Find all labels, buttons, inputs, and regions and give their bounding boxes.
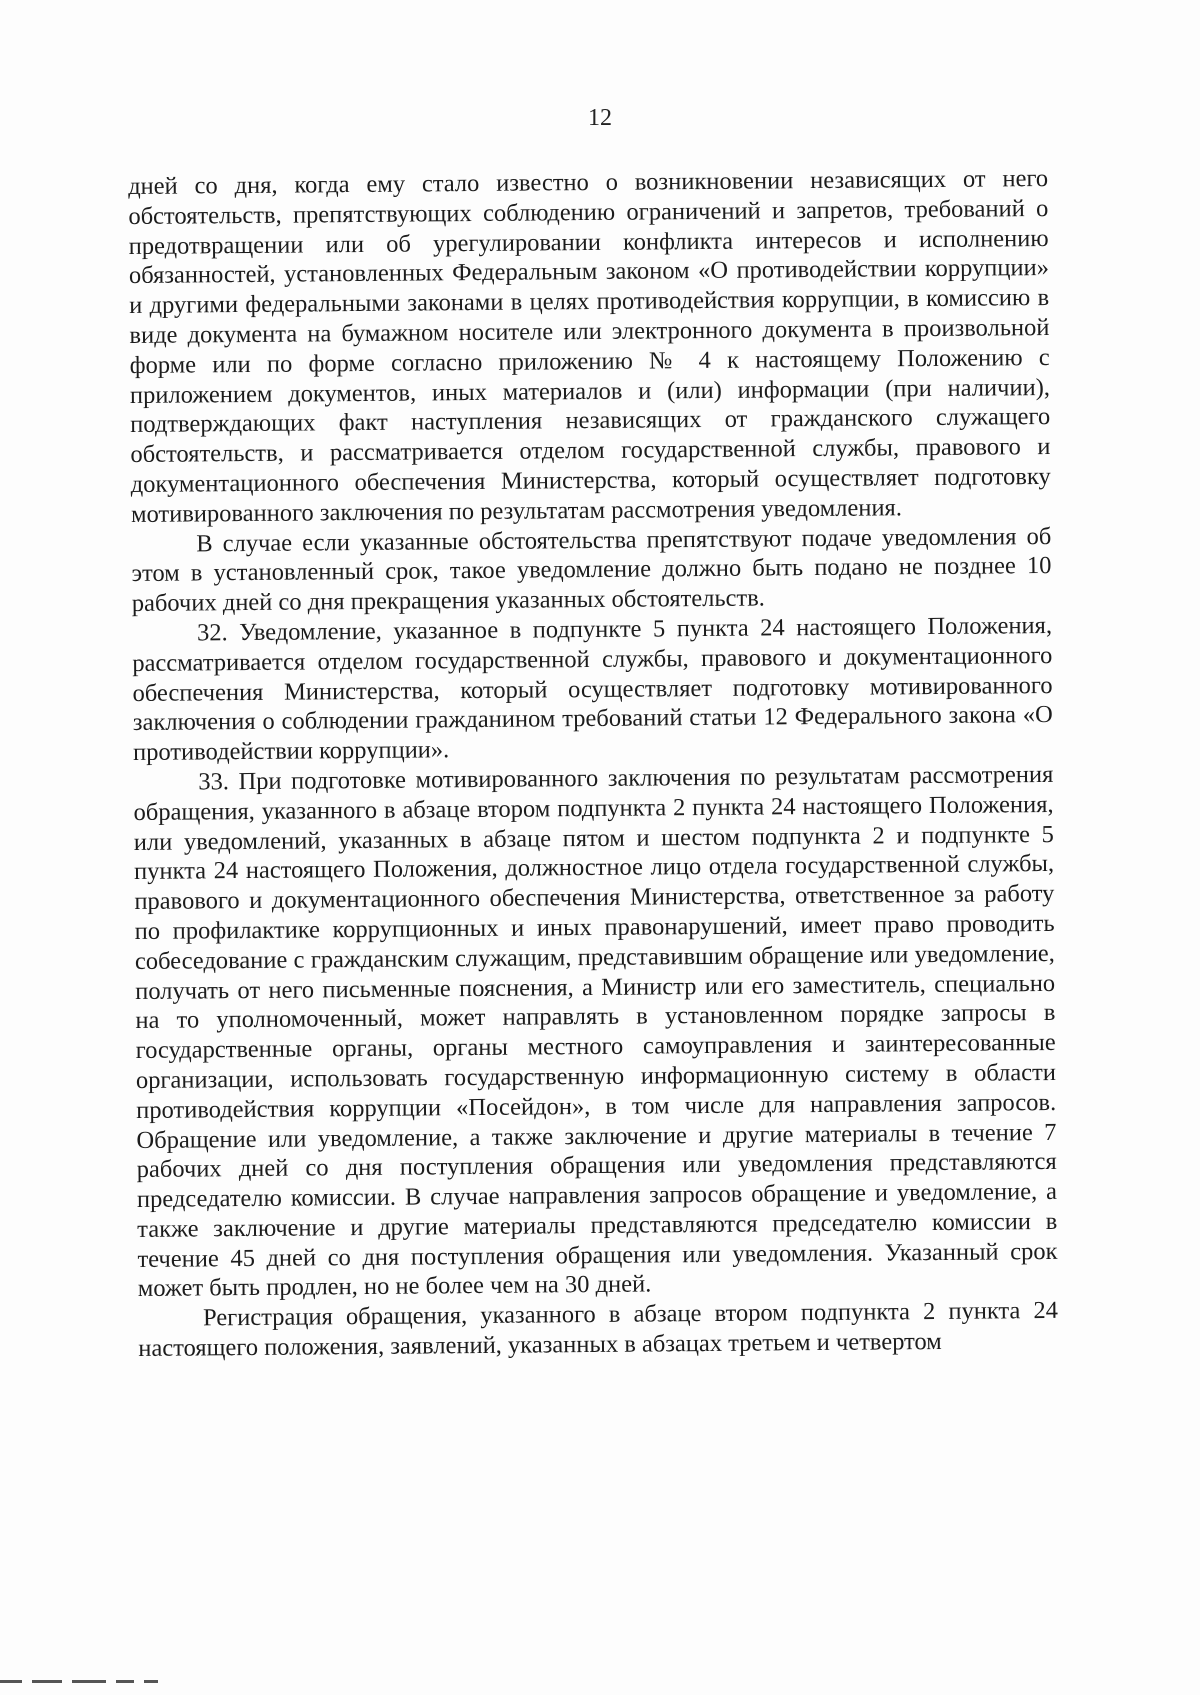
paragraph-continued: дней со дня, когда ему стало известно о возникновении независящих от него обстоятельств, препятствующих соблюдению ограничений и запретов, требований о предотвращении или об урегулировании конфликта интересов и исполнению обязанностей, установленных Федеральным законом «О противодействии коррупции» и другими федеральными законами в целях противодействия коррупции, в комиссию в виде документа на бумажном носителе или электронного документа в произвольной форме или по форме согласно приложению № 4 к настоящему Положению с приложением документов, иных материалов и (или) информации (при наличии), подтверждающих факт наступления независящих от гражданского служащего обстоятельств, и рассматривается отделом государственной службы, правового и документационного обеспечения Министерства, который осуществляет подготовку мотивированного заключения по результатам рассмотрения уведомления. bbox=[128, 164, 1051, 528]
paragraph-registration: Регистрация обращения, указанного в абзаце втором подпункта 2 пункта 24 настоящего положения, заявлений, указанных в абзацах третьем и четвертом bbox=[138, 1297, 1059, 1363]
scan-edge-marks bbox=[0, 1680, 170, 1686]
paragraph-clause-33: 33. При подготовке мотивированного заключения по результатам рассмотрения обращения, указанного в абзаце втором подпункта 2 пункта 24 настоящего Положения, или уведомлений, указанных в абзаце пятом и шестом подпункта 2 и подпункте 5 пункта 24 настоящего Положения, должностное лицо отдела государственной службы, правового и документационного обеспечения Министерства, ответственное за работу по профилактике коррупционных и иных правонарушений, имеет право проводить собеседование с гражданским служащим, представившим обращение или уведомление, получать от него письменные пояснения, а Министр или его заместитель, специально на то уполномоченный, может направлять в установленном порядке запросы в государственные органы, органы местного самоуправления и заинтересованные организации, использовать государственную информационную систему в области противодействия коррупции «Посейдон», в том числе для направления запросов. Обращение или уведомление, а также заключение и другие материалы в течение 7 рабочих дней со дня поступления обращения или уведомления представляются председателю комиссии. В случае направления запросов обращение и уведомление, а также заключение и другие материалы представляются председателю комиссии в течение 45 дней со дня поступления обращения или уведомления. Указанный срок может быть продлен, но не более чем на 30 дней. bbox=[133, 760, 1058, 1303]
paragraph-circumstances: В случае если указанные обстоятельства препятствуют подаче уведомления об этом в установленный срок, такое уведомление должно быть подано не позднее 10 рабочих дней со дня прекращения указанных обстоятельств. bbox=[131, 522, 1052, 618]
page-number: 12 bbox=[588, 105, 612, 131]
document-body bbox=[128, 164, 1058, 1364]
paragraph-clause-32: 32. Уведомление, указанное в подпункте 5 пункта 24 настоящего Положения, рассматривается отделом государственной службы, правового и документационного обеспечения Министерства, который осуществляет подготовку мотивированного заключения о соблюдении гражданином требований статьи 12 Федерального закона «О противодействии коррупции». bbox=[132, 611, 1053, 767]
